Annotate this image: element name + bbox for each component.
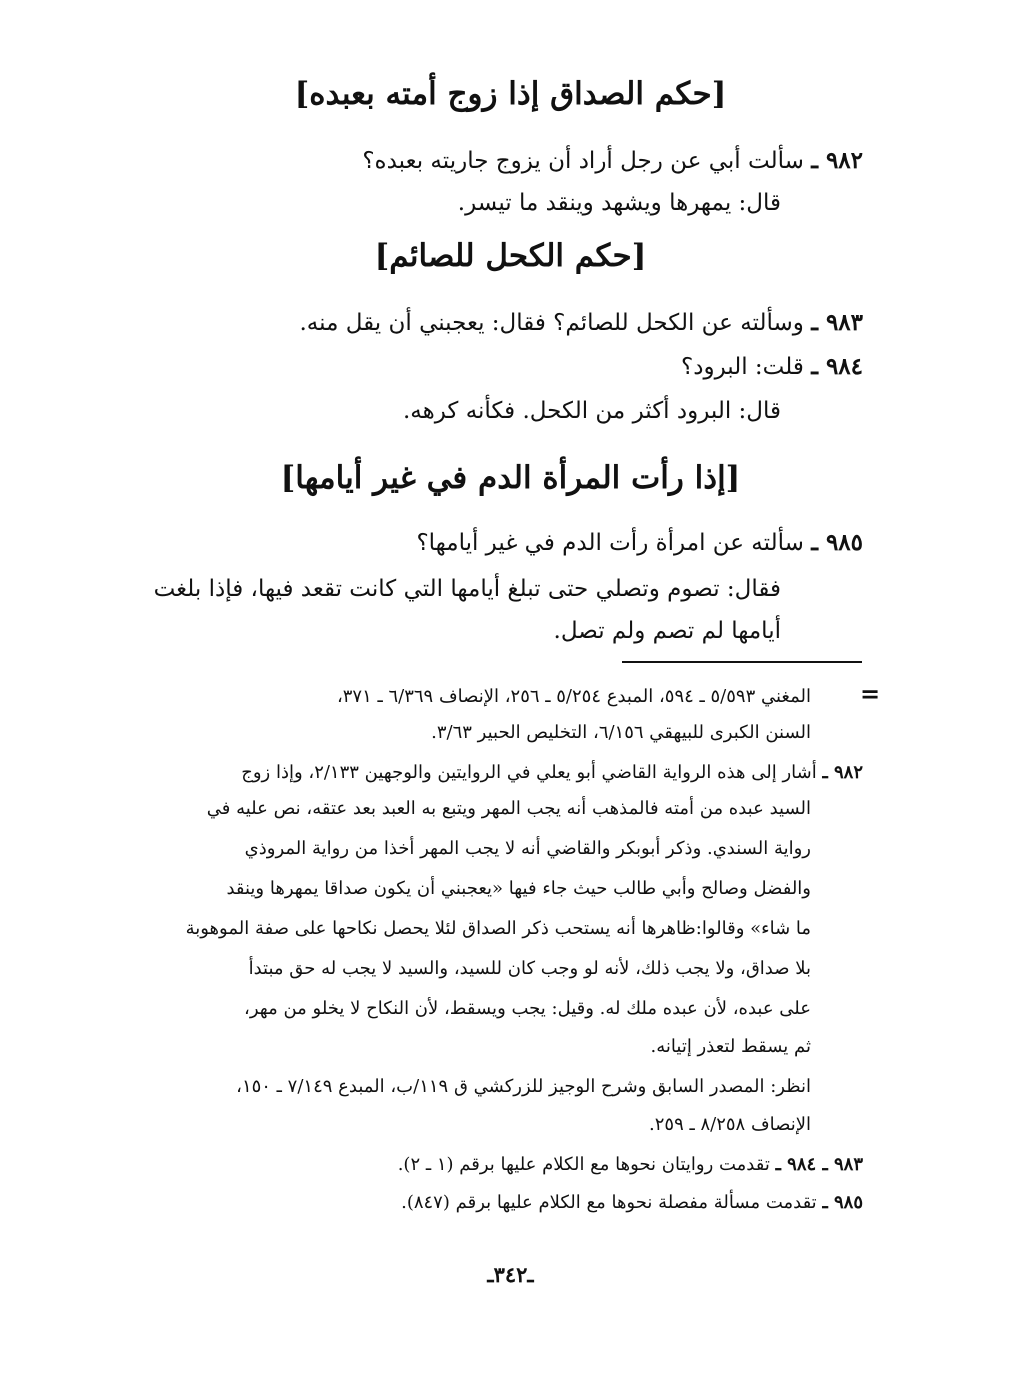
- footnote-line: على عبده، لأن عبده ملك له. وقيل: يجب ويسقط، لأن النكاح لا يخلو من مهر،: [244, 998, 811, 1019]
- footnote-line: السيد عبده من أمته فالمذهب أنه يجب المهر ويتبع به العبد بعد عتقه، نص عليه في: [206, 798, 811, 819]
- question-number: ٩٨٤ ـ: [811, 353, 863, 380]
- footnote-number: ٩٨٥ ـ: [822, 1192, 863, 1213]
- question-982: [362, 146, 863, 176]
- question-text: وسألته عن الكحل للصائم؟ فقال: يعجبني أن يقل منه.: [299, 310, 804, 336]
- question-985: [416, 528, 863, 558]
- question-984: [681, 352, 863, 382]
- footnote-983-984: [398, 1152, 863, 1178]
- answer-982: قال: يمهرها ويشهد وينقد ما تيسر.: [457, 190, 781, 216]
- footnote-text: تقدمت مسألة مفصلة نحوها مع الكلام عليها برقم (٨٤٧).: [401, 1192, 817, 1213]
- footnote-line: المغني ٥/٥٩٣ ـ ٥٩٤، المبدع ٥/٢٥٤ ـ ٢٥٦، الإنصاف ٦/٣٦٩ ـ ٣٧١،: [336, 686, 811, 707]
- footnote-text: تقدمت روايتان نحوها مع الكلام عليها برقم (١ ـ ٢).: [397, 1154, 770, 1175]
- footnote-line: السنن الكبرى للبيهقي ٦/١٥٦، التخليص الحبير ٣/٦٣.: [431, 722, 811, 743]
- footnote-982: [241, 760, 863, 786]
- footnote-number: ٩٨٢ ـ: [822, 762, 863, 783]
- answer-985-line-1: فقال: تصوم وتصلي حتى تبلغ أيامها التي كانت تقعد فيها، فإذا بلغت: [153, 576, 781, 602]
- section-heading-kohl: [حكم الكحل للصائم]: [374, 238, 647, 274]
- section-heading-dowry: [حكم الصداق إذا زوج أمته بعبده]: [294, 76, 727, 112]
- question-number: ٩٨٥ ـ: [811, 529, 863, 556]
- question-number: ٩٨٢ ـ: [811, 147, 863, 174]
- footnote-line: والفضل وصالح وأبي طالب حيث جاء فيها «يعجبني أن يكون صداقا يمهرها وينقد: [226, 878, 811, 899]
- question-text: سألته عن امرأة رأت الدم في غير أيامها؟: [416, 530, 804, 556]
- continuation-mark: =: [860, 680, 881, 708]
- page-number: ـ٣٤٢ـ: [487, 1262, 534, 1287]
- answer-985-line-2: أيامها لم تصم ولم تصل.: [553, 618, 781, 644]
- footnote-line: الإنصاف ٨/٢٥٨ ـ ٢٥٩.: [649, 1114, 811, 1135]
- question-text: سألت أبي عن رجل أراد أن يزوج جاريته بعبده؟: [362, 148, 804, 174]
- footnote-line: بلا صداق، ولا يجب ذلك، لأنه لو وجب كان للسيد، والسيد لا يجب له حق مبتدأ: [248, 958, 811, 979]
- footnote-line: رواية السندي. وذكر أبوبكر والقاضي أنه لا يجب المهر أخذا من رواية المروذي: [244, 838, 811, 859]
- footnote-number: ٩٨٣ ـ ٩٨٤ ـ: [775, 1154, 863, 1175]
- footnote-separator: [622, 661, 862, 663]
- footnote-text: أشار إلى هذه الرواية القاضي أبو يعلي في الروايتين والوجهين ٢/١٣٣، وإذا زوج: [241, 762, 817, 783]
- question-number: ٩٨٣ ـ: [811, 309, 863, 336]
- footnote-line: انظر: المصدر السابق وشرح الوجيز للزركشي ق ١١٩/ب، المبدع ٧/١٤٩ ـ ١٥٠،: [236, 1076, 811, 1097]
- question-text: قلت: البرود؟: [681, 354, 804, 380]
- footnote-985: [401, 1190, 863, 1216]
- section-heading-blood: [إذا رأت المرأة الدم في غير أيامها]: [280, 460, 741, 496]
- footnote-line: ثم يسقط لتعذر إتيانه.: [650, 1036, 811, 1057]
- footnote-line: ما شاء» وقالوا:ظاهرها أنه يستحب ذكر الصداق لئلا يحصل نكاحها على صفة الموهوبة: [185, 918, 811, 939]
- answer-984: قال: البرود أكثر من الكحل. فكأنه كرهه.: [402, 398, 781, 424]
- question-983: [300, 308, 864, 338]
